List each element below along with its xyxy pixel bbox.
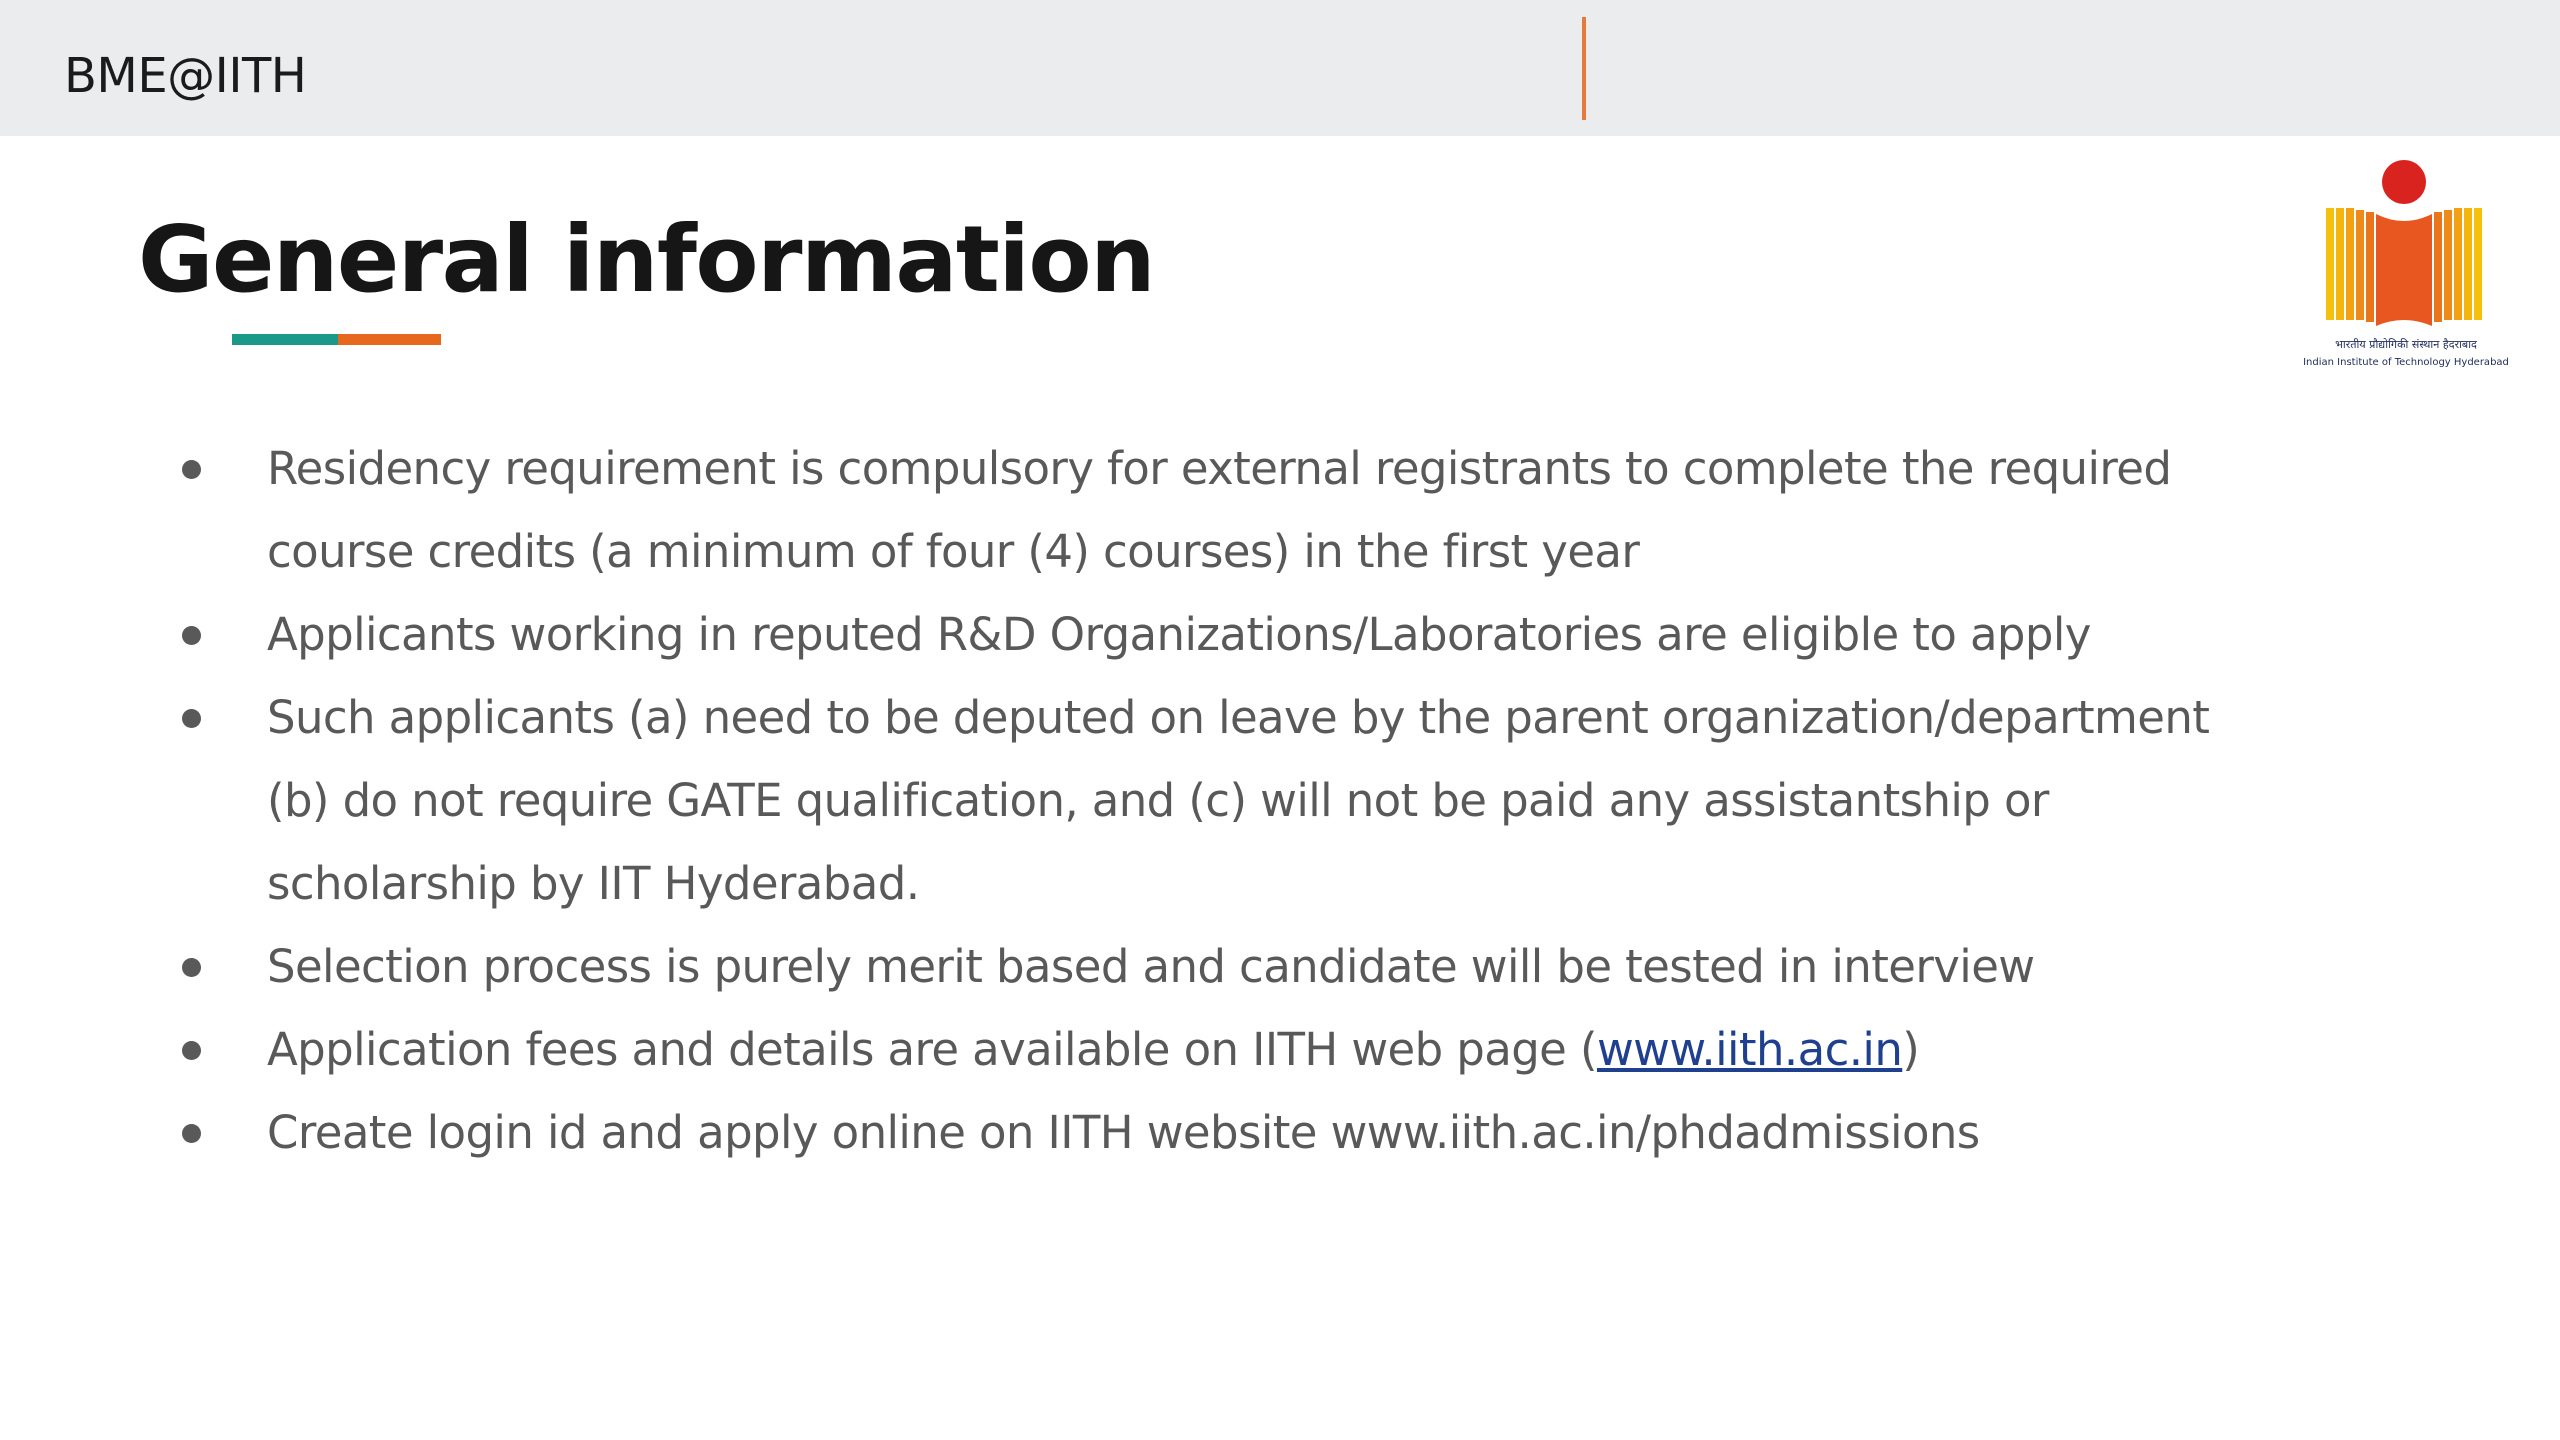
bullet-dot-icon	[182, 958, 201, 977]
iith-logo-icon	[2290, 156, 2522, 376]
bullet-text: Residency requirement is compulsory for external registrants to complete the required course credits (a minimum of four (4) courses) in the first year	[267, 442, 2172, 578]
list-item	[176, 1008, 2276, 1091]
list-item	[176, 1091, 2276, 1174]
bullet-text: Such applicants (a) need to be deputed on leave by the parent organization/department (b) do not require GATE qualification, and (c) will not be paid any assistantship or scholarship by IIT Hyderabad.	[267, 691, 2210, 910]
title-underline-orange	[338, 334, 441, 345]
bullet-dot-icon	[182, 709, 201, 728]
header-bar	[0, 0, 2560, 136]
logo-line1: भारतीय प्रौद्योगिकी संस्थान हैदराबाद	[2335, 338, 2477, 351]
bullet-dot-icon	[182, 626, 201, 645]
bullet-dot-icon	[182, 1041, 201, 1060]
list-item	[176, 676, 2276, 925]
bullet-text: Create login id and apply online on IITH website www.iith.ac.in/phdadmissions	[267, 1106, 1980, 1159]
bullet-text: Selection process is purely merit based and candidate will be tested in interview	[267, 940, 2035, 993]
iith-website-link[interactable]: www.iith.ac.in	[1596, 1023, 1903, 1076]
logo-line2: Indian Institute of Technology Hyderabad	[2303, 357, 2509, 368]
bullet-text-after-link: )	[1902, 1023, 1920, 1076]
list-item	[176, 593, 2276, 676]
header-title: BME@IITH	[64, 48, 307, 104]
list-item	[176, 427, 2276, 593]
bullet-dot-icon	[182, 1124, 201, 1143]
bullet-dot-icon	[182, 460, 201, 479]
title-underline-teal	[232, 334, 338, 345]
bullet-text: Applicants working in reputed R&D Organizations/Laboratories are eligible to apply	[267, 608, 2091, 661]
header-divider	[1582, 17, 1586, 120]
list-item	[176, 925, 2276, 1008]
bullet-text-before-link: Application fees and details are available on IITH web page (	[267, 1023, 1597, 1076]
bullet-list	[176, 427, 2276, 1174]
page-title: General information	[138, 206, 1155, 313]
